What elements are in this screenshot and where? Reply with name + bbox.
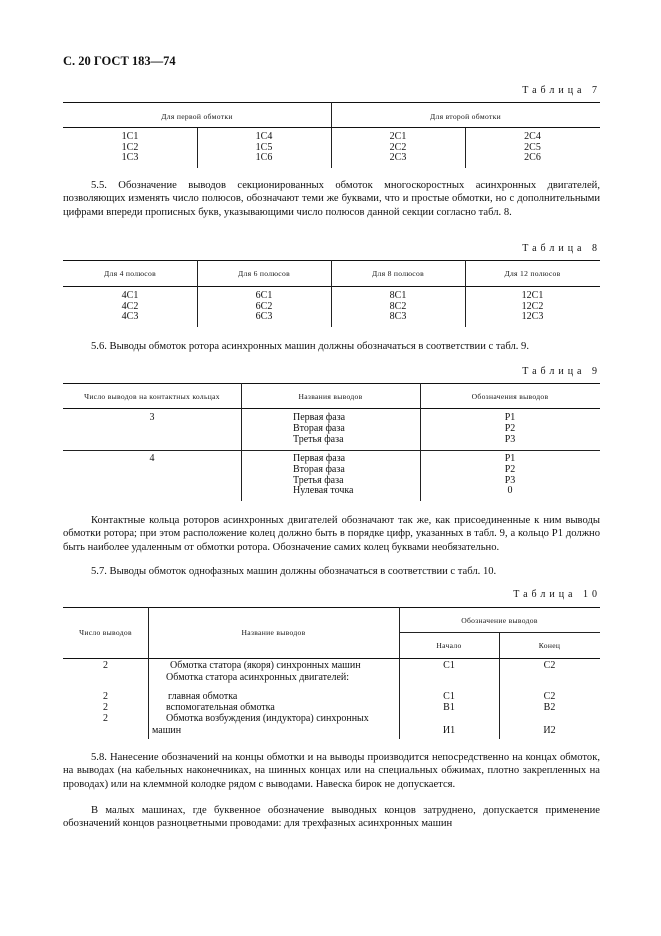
table9-name-cell: Первая фаза (293, 412, 346, 423)
table10-end-cell: В2 (543, 702, 556, 713)
table7-cell: 1С4 (255, 131, 273, 142)
table9-row-rule (63, 450, 600, 451)
table7-cell: 2С3 (389, 152, 407, 163)
table9-code-cell: Р1 (504, 453, 516, 464)
table8-cell: 6С3 (255, 311, 273, 322)
table7-header-rule (63, 127, 600, 128)
table7-caption: Таблица 7 (522, 85, 601, 96)
table9-top-rule (63, 383, 600, 384)
table7-cell: 1С3 (121, 152, 139, 163)
table9-code-cell: Р2 (504, 422, 516, 434)
table8-cell: 8С1 (389, 290, 407, 301)
table9-count-cell: 4 (149, 453, 155, 464)
table10-start-cell: В1 (443, 702, 455, 713)
table10-count-cell: 2 (103, 660, 108, 671)
table10-name-cell: Обмотка возбуждения (индуктора) синхронных (166, 713, 369, 724)
table9-name-cell: Вторая фаза (293, 463, 345, 475)
table8-header: Для 4 полюсов (104, 269, 156, 278)
table10-end-cell: С2 (543, 691, 556, 702)
table8-header: Для 8 полюсов (372, 269, 424, 278)
table9-caption: Таблица 9 (522, 366, 601, 377)
table10-name-cell: Обмотка статора (якоря) синхронных машин (170, 660, 361, 671)
table10-header-end: Конец (538, 641, 561, 650)
table8-cell: 4С2 (121, 300, 139, 312)
table7-header: Для второй обмотки (430, 112, 501, 121)
table10-header-start: Начало (436, 641, 462, 650)
paragraph-small-machines: В малых машинах, где буквенное обозначение выводных концов затруднено, допускается применение обозначений концов разноцветными проводами: для трехфазных асинхронных машин (63, 805, 600, 830)
table9-code-cell: Р3 (504, 474, 516, 486)
table7-cell: 1С1 (121, 131, 139, 142)
table8-cell: 12С2 (521, 300, 544, 312)
table9-name-cell: Вторая фаза (293, 422, 345, 434)
table7-cell: 1С2 (121, 141, 139, 153)
table8-cell: 6С2 (255, 300, 273, 312)
table10-name-cell: Обмотка статора асинхронных двигателей: (166, 672, 350, 683)
table7-cell: 1С5 (255, 141, 273, 153)
paragraph-5-7: 5.7. Выводы обмоток однофазных машин должны обозначаться в соответствии с табл. 10. (91, 566, 497, 577)
table10-start-cell: С1 (443, 660, 455, 671)
table10-divider (148, 607, 149, 739)
table7-cell: 2С2 (389, 141, 407, 153)
table9-name-cell: Нулевая точка (293, 485, 354, 497)
table10-header-rule (63, 658, 600, 659)
table7-header: Для первой обмотки (161, 112, 233, 121)
table9-code-cell: Р2 (504, 463, 516, 475)
table8-cell: 8С2 (389, 300, 407, 312)
table10-header-count: Число выводов (79, 628, 132, 637)
table10-divider (399, 607, 400, 739)
table9-code-cell: Р3 (504, 433, 516, 445)
table10-count-cell: 2 (103, 713, 108, 724)
table10-count-cell: 2 (103, 691, 108, 702)
table10-header-designation: Обозначение выводов (461, 616, 538, 625)
table10-end-cell: И2 (543, 725, 556, 736)
table8-header: Для 6 полюсов (238, 269, 290, 278)
table10-name-cell: машин (152, 725, 182, 736)
table7-cell: 2С4 (524, 131, 541, 142)
table10-start-cell: С1 (443, 691, 455, 702)
table8-cell: 12С3 (521, 311, 544, 322)
table9-header: Число выводов на контактных кольцах (84, 392, 220, 401)
paragraph-rings: Контактные кольца роторов асинхронных двигателей обозначают так же, как присоединенные к ним выводы обмотки ротора; при этом расположение колец должно быть в порядке цифр, указанных в табл. 9, а кольцо Р1 должно быть наиболее удаленным от обмотки ротора. Обозначение самих колец буквами необязательно. (63, 515, 600, 553)
table8-cell: 12С1 (521, 290, 544, 301)
table7-cell: 2С6 (524, 152, 541, 163)
paragraph-5-8: 5.8. Нанесение обозначений на концы обмотки и на выводы производится непосредственно на концах обмоток, на выводах (на кабельных наконечниках, на шинных концах или на специальных обжимах, плотно закрепленных на проводах) или на клеммной колодке рядом с выводами. Навеска бирок не допускается. (63, 752, 600, 790)
table10-top-rule (63, 607, 600, 608)
table10-caption: Таблица 10 (513, 589, 601, 600)
table9-header: Обозначения выводов (471, 392, 549, 401)
table10-start-cell: И1 (442, 725, 456, 736)
table7-cell: 2С5 (524, 141, 541, 153)
table7-cell: 1С6 (255, 152, 273, 163)
paragraph-5-6: 5.6. Выводы обмоток ротора асинхронных машин должны обозначаться в соответствии с табл. 9. (91, 341, 529, 352)
table8-caption: Таблица 8 (522, 243, 601, 254)
table9-code-cell: 0 (507, 485, 513, 497)
table10-count-cell: 2 (103, 702, 108, 713)
table10-name-cell: главная обмотка (168, 691, 238, 702)
table10-name-cell: вспомогательная обмотка (166, 702, 275, 713)
table7-cell: 2С1 (389, 131, 407, 142)
paragraph-5-5: 5.5. Обозначение выводов секционированных обмоток многоскоростных асинхронных двигателей, позволяющих изменять число полюсов, обозначают теми же буквами, что и простые обмотки, но с дополнительными цифрами впереди прописных букв, указывающими число полюсов данной секции согласно табл. 8. (63, 180, 600, 218)
table10-end-cell: С2 (543, 660, 556, 671)
table9-name-cell: Первая фаза (293, 453, 346, 464)
table9-header-rule (63, 408, 600, 409)
table9-code-cell: Р1 (504, 412, 516, 423)
table9-name-cell: Третья фаза (293, 433, 344, 445)
page-header: С. 20 ГОСТ 183—74 (63, 54, 176, 68)
table8-cell: 6С1 (255, 290, 273, 301)
table8-cell: 4С3 (121, 311, 139, 322)
table8-header: Для 12 полюсов (504, 269, 561, 278)
table10-header-name: Название выводов (241, 628, 306, 637)
table8-cell: 4С1 (121, 290, 139, 301)
table8-cell: 8С3 (389, 311, 407, 322)
table9-count-cell: 3 (149, 412, 155, 423)
table9-name-cell: Третья фаза (293, 474, 344, 486)
table9-header: Названия выводов (298, 392, 363, 401)
